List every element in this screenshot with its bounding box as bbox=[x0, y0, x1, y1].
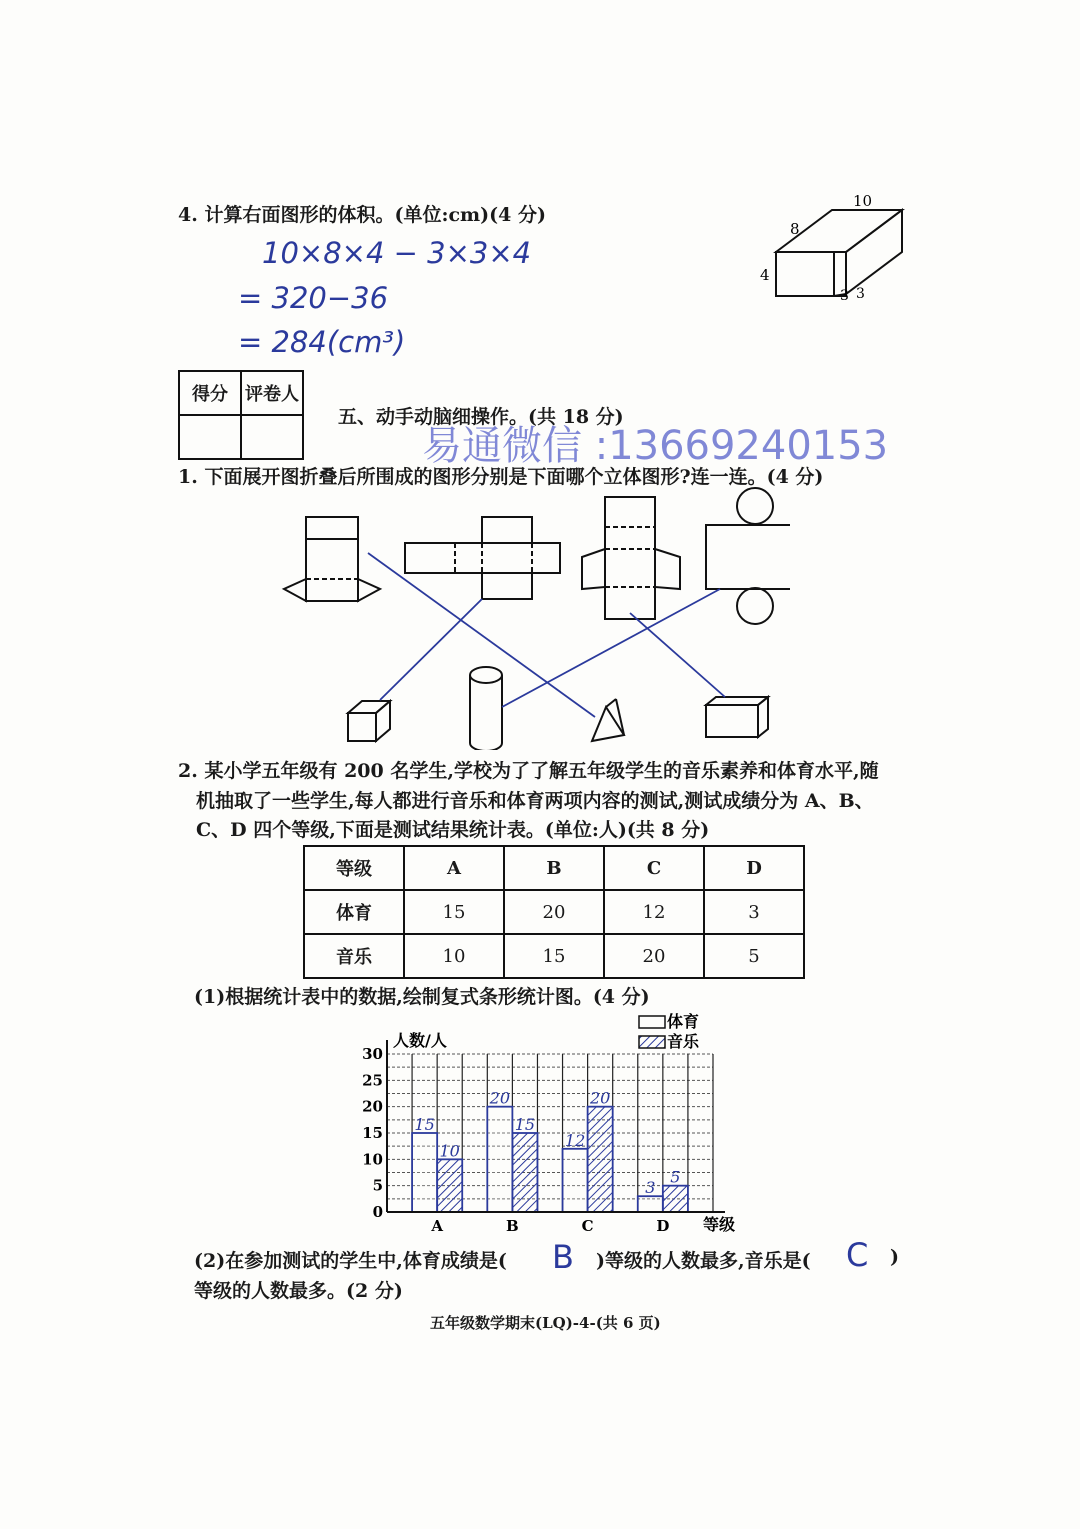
table-cell: 体育 bbox=[304, 890, 404, 934]
section5-title: 五、动手动脑细操作。(共 18 分) bbox=[338, 406, 624, 428]
legend-label-music: 音乐 bbox=[667, 1032, 700, 1051]
q2-line-2: 机抽取了一些学生,每人都进行音乐和体育两项内容的测试,测试成绩分为 A、B、 bbox=[196, 790, 874, 812]
solid-triangular-prism bbox=[592, 699, 624, 741]
bar-pe bbox=[638, 1196, 663, 1212]
table-cell: D bbox=[704, 846, 804, 890]
net-cube bbox=[405, 517, 560, 599]
y-tick-label: 20 bbox=[362, 1097, 383, 1116]
q2-sub2-line2: 等级的人数最多。(2 分) bbox=[194, 1280, 403, 1302]
table-cell: 15 bbox=[404, 890, 504, 934]
table-cell: 音乐 bbox=[304, 934, 404, 978]
answer-music-blank[interactable]: C bbox=[846, 1236, 869, 1274]
bar-pe bbox=[563, 1149, 588, 1212]
q4-dim-3a: 3 bbox=[840, 288, 849, 304]
q4-work-line-2: = 320−36 bbox=[238, 281, 389, 315]
q1-answer-lines bbox=[368, 553, 725, 717]
bar-data-label: 15 bbox=[414, 1115, 435, 1134]
q4-work-line-1: 10×8×4 − 3×3×4 bbox=[262, 236, 532, 270]
score-cell[interactable] bbox=[179, 415, 241, 459]
q4-dim-10: 10 bbox=[853, 192, 873, 210]
x-tick-label: D bbox=[656, 1217, 670, 1235]
legend-swatch-music bbox=[639, 1036, 665, 1048]
score-label: 得分 bbox=[179, 371, 241, 415]
bar-music bbox=[512, 1133, 537, 1212]
table-cell: 等级 bbox=[304, 846, 404, 890]
table-cell: C bbox=[604, 846, 704, 890]
score-box bbox=[178, 370, 304, 460]
grader-label: 评卷人 bbox=[241, 371, 303, 415]
q2-sub2-part-a: (2)在参加测试的学生中,体育成绩是( bbox=[194, 1250, 507, 1272]
net-triangular-prism bbox=[284, 517, 380, 601]
y-tick-label: 25 bbox=[362, 1071, 383, 1090]
x-tick-label: A bbox=[431, 1217, 443, 1235]
q2-line-1: 2. 某小学五年级有 200 名学生,学校为了了解五年级学生的音乐素养和体育水平,随 bbox=[178, 760, 879, 782]
table-cell: 15 bbox=[504, 934, 604, 978]
y-tick-label: 0 bbox=[372, 1203, 383, 1221]
q4-dim-3b: 3 bbox=[856, 286, 865, 302]
solid-cylinder bbox=[470, 667, 502, 750]
bar-data-label: 5 bbox=[670, 1167, 681, 1187]
chart-xlabel: 等级 bbox=[703, 1215, 736, 1234]
x-tick-label: C bbox=[581, 1217, 594, 1235]
bar-data-label: 20 bbox=[589, 1088, 611, 1108]
legend-label-pe: 体育 bbox=[667, 1012, 700, 1031]
bar-music bbox=[437, 1159, 462, 1212]
table-cell: 3 bbox=[704, 890, 804, 934]
y-tick-label: 30 bbox=[362, 1045, 383, 1063]
bar-music bbox=[663, 1186, 688, 1212]
q1-nets-figure bbox=[270, 485, 790, 750]
watermark: 易通微信 :13669240153 bbox=[422, 423, 889, 469]
q2-sub2-part-b: )等级的人数最多,音乐是( bbox=[596, 1250, 811, 1272]
chart-ylabel: 人数/人 bbox=[393, 1031, 447, 1050]
table-cell: 20 bbox=[604, 934, 704, 978]
table-cell: B bbox=[504, 846, 604, 890]
bar-pe bbox=[487, 1107, 512, 1212]
q2-line-3: C、D 四个等级,下面是测试结果统计表。(单位:人)(共 8 分) bbox=[196, 819, 710, 841]
table-cell: 20 bbox=[504, 890, 604, 934]
bar-chart bbox=[355, 1008, 755, 1243]
answer-pe-blank[interactable]: B bbox=[552, 1238, 574, 1276]
q2-sub2-part-c: ) bbox=[890, 1246, 899, 1268]
net-cuboid bbox=[582, 497, 680, 619]
bar-data-label: 20 bbox=[489, 1088, 511, 1108]
chart-legend bbox=[639, 1012, 700, 1051]
bar-data-label: 3 bbox=[645, 1178, 656, 1198]
bar-music bbox=[588, 1107, 613, 1212]
grader-cell[interactable] bbox=[241, 415, 303, 459]
table-cell: A bbox=[404, 846, 504, 890]
bar-data-label: 12 bbox=[564, 1130, 586, 1150]
net-cylinder bbox=[706, 488, 790, 624]
q2-sub1: (1)根据统计表中的数据,绘制复式条形统计图。(4 分) bbox=[194, 986, 650, 1008]
legend-swatch-pe bbox=[639, 1016, 665, 1028]
bar-data-label: 10 bbox=[439, 1141, 460, 1161]
table-row bbox=[304, 934, 804, 978]
q4-dim-8: 8 bbox=[790, 220, 800, 238]
q4-work-line-3: = 284(cm³) bbox=[238, 325, 406, 359]
y-tick-label: 15 bbox=[362, 1124, 383, 1142]
y-tick-label: 5 bbox=[372, 1176, 383, 1195]
q4-solid-figure bbox=[750, 190, 920, 310]
q4-dim-4: 4 bbox=[760, 266, 770, 284]
bar-pe bbox=[412, 1133, 437, 1212]
q1-title: 1. 下面展开图折叠后所围成的图形分别是下面哪个立体图形?连一连。(4 分) bbox=[178, 466, 824, 488]
table-cell: 5 bbox=[704, 934, 804, 978]
table-row bbox=[304, 890, 804, 934]
table-cell: 10 bbox=[404, 934, 504, 978]
x-tick-label: B bbox=[506, 1217, 519, 1235]
table-row bbox=[304, 846, 804, 890]
solid-cube bbox=[348, 701, 390, 741]
table-cell: 12 bbox=[604, 890, 704, 934]
solid-cuboid bbox=[706, 697, 768, 737]
page-footer: 五年级数学期末(LQ)-4-(共 6 页) bbox=[430, 1314, 661, 1332]
q4-title: 4. 计算右面图形的体积。(单位:cm)(4 分) bbox=[178, 204, 546, 226]
bar-data-label: 15 bbox=[514, 1115, 536, 1134]
y-tick-label: 10 bbox=[362, 1150, 383, 1169]
stats-table bbox=[303, 845, 805, 979]
